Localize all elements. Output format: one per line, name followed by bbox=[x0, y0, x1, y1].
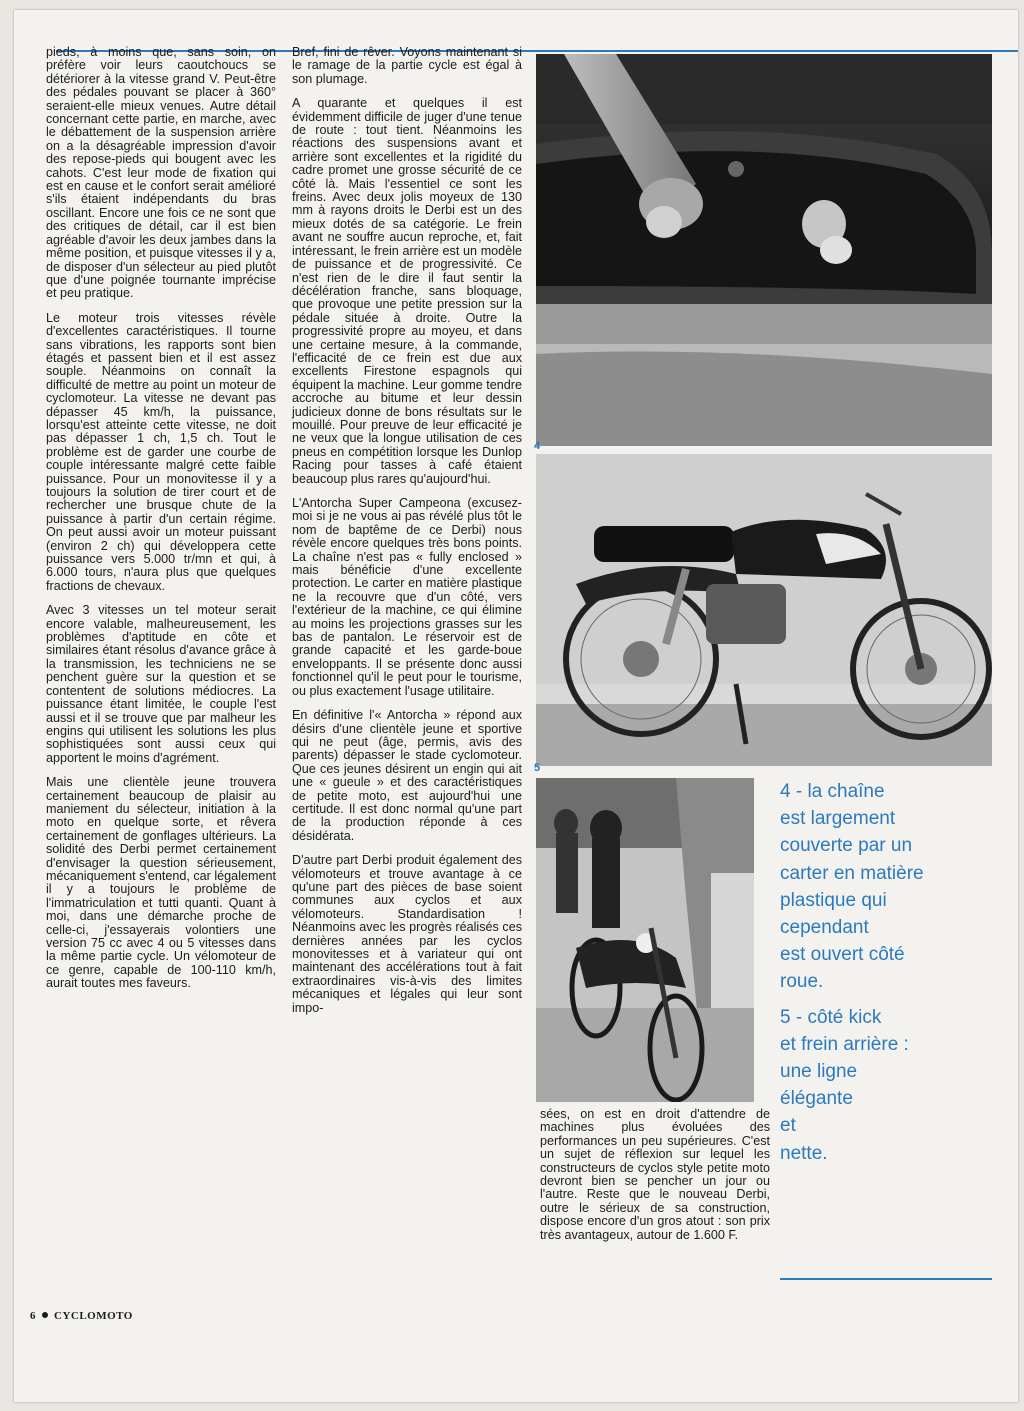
page-footer bbox=[30, 1310, 133, 1322]
paragraph: Avec 3 vitesses un tel moteur serait encore valable, malheureusement, les problèmes d'aptitude en côte et similaires étant résolus d'avance grâce à la transmission, les techniciens ne se penchent guère sur la question et se contentent de solutions médiocres. La puissance étant limitée, le couple l'est aussi et il se trouve que par malheur les engins qui utilisent les solutions les plus sophistiquées sont aussi ceux qui apportent le moins d'agrément. bbox=[46, 603, 276, 765]
caption-5: 5 - côté kick et frein arrière : une ligne élégante et nette. bbox=[780, 1006, 909, 1164]
bullet-icon bbox=[42, 1312, 48, 1318]
paragraph: A quarante et quelques il est évidemment difficile de juger d'une tenue de route : tout tient. Néanmoins les réactions des suspensions avant et arrière sont excellentes et la rigidité du cadre promet une grosse sécurité de ce côté là. Mais l'essentiel ce sont les freins. Avec deux jolis moyeux de 130 mm à rayons droits le Derbi est un des mieux dotés de sa catégorie. Le frein avant ne souffre aucun reproche, et, fait intéressant, le frein arrière est un modèle de puissance et de progressivité. Ce n'est rien de le dire il faut sentir la décélération franche, sans bloquage, que provoque une petite pression sur la pédale située à droite. Outre la progressivité propre au moyeu, et dans une certaine mesure, à la commande, l'efficacité de ce frein est due aux excellents Firestone espagnols qui équipent la machine. Leur gomme tendre accroche au bitume et leur dessin judicieux donne de bons résultats sur le mouillé. Pour preuve de leur efficacité je ne veux que la longue utilisation de ces pneus en compétition lorsque les Dunlop Racing pour tasses à café étaient beaucoup plus rares qu'aujourd'hui. bbox=[292, 96, 522, 486]
paragraph: D'autre part Derbi produit également des vélomoteurs et trouve avantage à ce qu'une part des pièces de base soient communes aux cyclos et aux vélomoteurs. Standardisation ! Néanmoins avec les progrès réalisés ces dernières années par les cyclos monovitesses et à variateur qui ont maintenant des accélérations tout à fait extraordinaires vis-à-vis des limites mécaniques et légales qui leur sont impo- bbox=[292, 853, 522, 1015]
paragraph: Bref, fini de rêver. Voyons maintenant si le ramage de la partie cycle est égal à son plumage. bbox=[292, 45, 522, 86]
paragraph: Mais une clientèle jeune trouvera certainement beaucoup de plaisir au maniement du sélecteur, initiation à la moto en quelque sorte, et rêvera certainement de gonflages ultérieurs. La solidité des Derbi permet certainement d'envisager la question sérieusement, mécaniquement s'entend, car légalement il y a toujours le problème de l'immatriculation et tutti quanti. Quant à moi, dans une démarche proche de celle-ci, j'essayerais volontiers une version 75 cc avec 4 ou 5 vitesses dans la même partie cycle. Un vélomoteur de ce genre, capable de 100-110 km/h, aurait toutes mes faveurs. bbox=[46, 775, 276, 991]
paragraph: L'Antorcha Super Campeona (excusez-moi si je ne vous ai pas révélé plus tôt le nom de baptême de ce Derbi) nous révèle encore quelques très bons points. La chaîne n'est pas « fully enclosed » mais bénéficie d'une excellente protection. Le carter en matière plastique ne la recouvre que d'un côté, vers l'extérieur de la machine, ce qui élimine au moins les projections grasses sur les bas de pantalon. Le réservoir est de grande capacité et les garde-boue enveloppants. Il se présente donc aussi fonctionnel qu'il le peut pour le tourisme, ou plus exactement l'usage utilitaire. bbox=[292, 496, 522, 698]
photo-derbi-side-view bbox=[536, 454, 992, 766]
page-number: 6 bbox=[30, 1310, 36, 1322]
photo-chain-guard bbox=[536, 54, 992, 446]
paragraph: Le moteur trois vitesses révèle d'excellentes caractéristiques. Il tourne sans vibrations, les rapports sont bien étagés et passent bien et il est assez souple. Néanmoins on connaît la difficulté de mettre au point un moteur de cyclomoteur. La vitesse ne devant pas dépasser 45 km/h, la puissance, lorsqu'est atteinte cette vitesse, ne doit pas dépasser 1 ch, 1,5 ch. Tout le problème est de garder une courbe de couple intéressante malgré cette faible puissance. Pour un monovitesse il y a toujours la solution de tirer court et de rechercher une brusque chute de la puissance à partir d'un certain régime. On peut aussi avoir un moteur puissant (environ 2 ch) qui développera cette puissance vers 5.000 tr/mn et qui, à 6.000 tours, n'aura plus que quelques fractions de chevaux. bbox=[46, 310, 276, 593]
magazine-name: CYCLOMOTO bbox=[54, 1310, 133, 1322]
caption-rule bbox=[780, 1278, 992, 1280]
photo-kick-side bbox=[536, 778, 754, 1102]
text-column-1 bbox=[46, 46, 276, 1002]
caption-4: 4 - la chaîne est largement couverte par un carter en matière plastique qui cependant est ouvert côté roue. bbox=[780, 781, 924, 993]
paragraph: pieds, à moins que, sans soin, on préfère voir leurs caoutchoucs se détériorer à la vitesse grand V. Peut-être des pédales pouvant se placer à 360° seraient-elle mieux venues. Autre détail concernant cette partie, en marche, avec le débattement de la suspension arrière on a la désagréable impression d'avoir des repose-pieds qui bougent avec les cahots. C'est leur mode de fixation qui est en cause et le confort serait amélioré s'ils étaient indépendants du bras oscillant. Encore une fois ce ne sont que des critiques de détail, car il est bien agréable d'avoir les deux jambes dans la même position, et puisque vitesses il y a, de disposer d'un sélecteur au pied plutôt que d'une poignée tournante imprécise et peu pratique. bbox=[46, 45, 276, 301]
figure-number-4: 4 bbox=[534, 440, 541, 452]
paragraph: En définitive l'« Antorcha » répond aux désirs d'une clientèle jeune et sportive qui ne peut (âge, permis, avis des parents) dépasser le stade cyclomoteur. Que ces jeunes désirent un engin qui ait une « gueule » et des caractéristiques de petite moto, est aujourd'hui une certitude. Il est donc normal qu'une part de la production réponde à ces désidérata. bbox=[292, 708, 522, 843]
text-column-3 bbox=[540, 1108, 770, 1253]
figure-number-5: 5 bbox=[534, 762, 541, 774]
photo-captions bbox=[780, 778, 994, 1175]
paragraph: sées, on est en droit d'attendre de machines plus évoluées des performances un peu supérieures. C'est un sujet de réflexion sur lequel les constructeurs de cyclos style petite moto devront bien se pencher un jour ou l'autre. Reste que le nouveau Derbi, outre le sérieux de sa construction, dispose encore d'un gros atout : son prix très avantageux, autour de 1.600 F. bbox=[540, 1107, 770, 1242]
text-column-2 bbox=[292, 46, 522, 1026]
